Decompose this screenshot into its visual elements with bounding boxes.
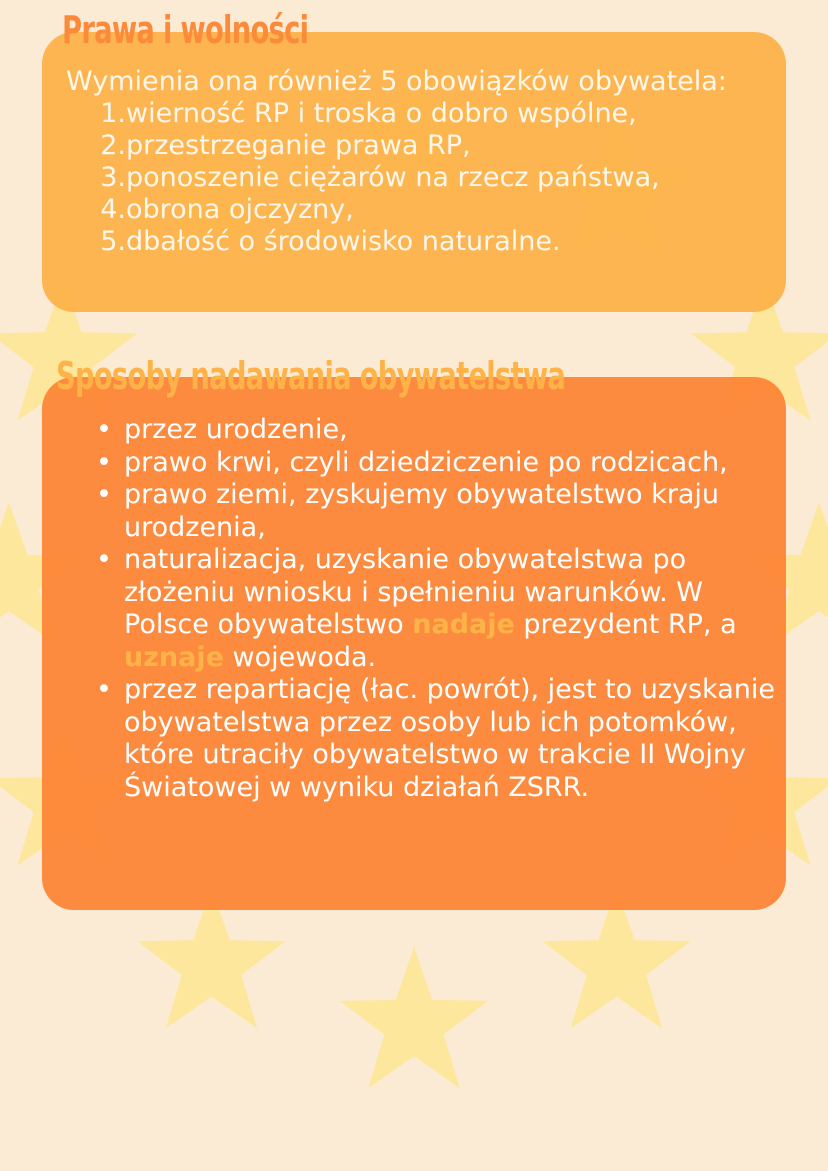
list-item-text: przestrzeganie prawa RP, bbox=[126, 130, 471, 161]
list-item-text: przez repartiację (łac. powrót), jest to uzyskanie obywatelstwa przez osoby lub ich potomków, które utraciły obywatelstwo w trakcie II Wojny Światowej w wyniku działań ZSRR. bbox=[124, 674, 775, 803]
list-item bbox=[96, 479, 776, 544]
duties-content bbox=[66, 66, 776, 258]
citizenship-list bbox=[96, 414, 776, 804]
list-item bbox=[96, 226, 776, 258]
list-item bbox=[96, 447, 776, 480]
list-item-text: przez urodzenie, bbox=[124, 414, 348, 445]
citizenship-content bbox=[96, 414, 776, 804]
list-item-text: obrona ojczyzny, bbox=[126, 194, 354, 225]
list-item-number: 1. bbox=[100, 98, 126, 129]
list-item bbox=[96, 98, 776, 130]
duties-list bbox=[66, 98, 776, 258]
list-item-text: ponoszenie ciężarów na rzecz państwa, bbox=[126, 162, 660, 193]
list-item-text: prawo ziemi, zyskujemy obywatelstwo kraju urodzenia, bbox=[124, 479, 720, 543]
list-item-number: 4. bbox=[100, 194, 126, 225]
list-item-text: prawo krwi, czyli dziedziczenie po rodzicach, bbox=[124, 446, 728, 478]
list-item-text: prezydent RP, a bbox=[523, 609, 737, 640]
section-heading-citizenship: Sposoby nadawania obywatelstwa bbox=[56, 354, 566, 398]
highlight-uznaje: uznaje bbox=[124, 641, 224, 673]
list-item-number: 2. bbox=[100, 130, 126, 161]
list-item bbox=[96, 544, 776, 674]
duties-intro: Wymienia ona również 5 obowiązków obywatela: bbox=[66, 66, 727, 97]
bullet-icon: • bbox=[96, 446, 112, 478]
section-heading-rights: Prawa i wolności bbox=[62, 8, 309, 52]
list-item-number: 5. bbox=[100, 226, 126, 257]
list-item bbox=[96, 194, 776, 226]
list-item-text: wojewoda. bbox=[232, 641, 377, 673]
list-item bbox=[96, 674, 776, 804]
bullet-icon: • bbox=[96, 479, 112, 510]
list-item-text: dbałość o środowisko naturalne. bbox=[126, 226, 561, 257]
highlight-nadaje: nadaje bbox=[412, 609, 515, 640]
list-item bbox=[96, 130, 776, 162]
list-item bbox=[96, 414, 776, 447]
list-item-number: 3. bbox=[100, 162, 126, 193]
list-item-text: naturalizacja, uzyskanie obywatelstwa po złożeniu wniosku i spełnieniu warunków. W Polsce obywatelstwo bbox=[124, 544, 703, 640]
list-item-text: wierność RP i troska o dobro wspólne, bbox=[126, 98, 637, 129]
bullet-icon: • bbox=[96, 674, 112, 705]
list-item bbox=[96, 162, 776, 194]
bullet-icon: • bbox=[96, 544, 112, 575]
bullet-icon: • bbox=[96, 414, 112, 445]
star-icon bbox=[340, 947, 488, 1088]
